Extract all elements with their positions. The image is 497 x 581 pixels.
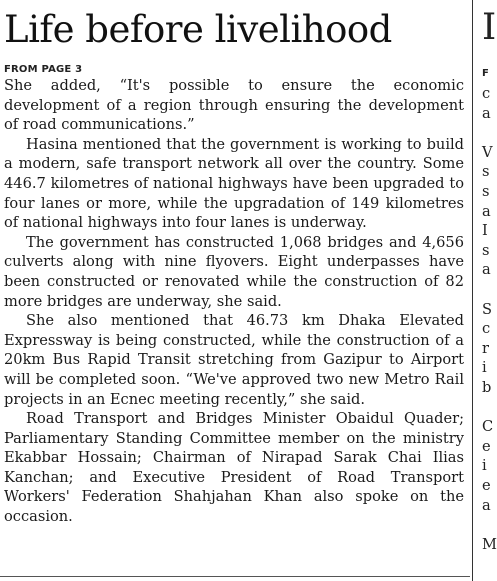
jump-line: FROM PAGE 3 (4, 64, 83, 75)
adjacent-line-fragment: a (482, 261, 491, 279)
adjacent-column-fragment (479, 0, 497, 581)
adjacent-line-fragment: M (482, 535, 497, 553)
paragraph-4: She also mentioned that 46.73 km Dhaka Elevated Expressway is being constructed, while the construction of a 20km Bus Rapid Transit stretching from Gazipur to Airport will be completed soon. “We've approved two new Metro Rail projects in an Ecnec meeting recently,” she said. (4, 312, 464, 408)
adjacent-line-fragment: i (482, 457, 487, 475)
adjacent-jump-fragment: F (482, 68, 489, 79)
adjacent-line-fragment: c (482, 85, 491, 102)
adjacent-line-fragment: a (482, 202, 491, 220)
adjacent-line-fragment: V (482, 143, 493, 161)
adjacent-line-fragment: I (482, 222, 488, 240)
paragraph-1: She added, “It's possible to ensure the economic development of a region through ensuring the development of road communications.” (4, 77, 464, 134)
adjacent-line-fragment: C (482, 418, 494, 436)
adjacent-line-fragment: e (482, 477, 491, 494)
adjacent-line-fragment: r (482, 339, 489, 357)
adjacent-line-fragment: s (482, 241, 490, 259)
adjacent-line-fragment: c (482, 320, 491, 338)
paragraph-2: Hasina mentioned that the government is working to build a modern, safe transport network all over the country. Some 446.7 kilometres of national highways have been upgraded to four lanes or more, while the upgradation of 149 kilometres of national highways into four lanes is underway. (4, 135, 464, 232)
headline: Life before livelihood (4, 8, 392, 51)
adjacent-line-fragment: s (482, 163, 490, 181)
adjacent-line-fragment: b (482, 379, 492, 396)
bottom-rule (0, 576, 470, 577)
adjacent-line-fragment: s (482, 183, 490, 200)
paragraph-5: Road Transport and Bridges Minister Obaidul Quader; Parliamentary Standing Committee member on the ministry Ekabbar Hossain; Chairman of Nirapad Sarak Chai Ilias Kanchan; and Executive President of Road Transport Workers' Federation Shahjahan Khan also spoke on the occasion. (4, 410, 464, 526)
adjacent-line-fragment: S (482, 300, 492, 318)
article (4, 6, 464, 527)
adjacent-line-fragment: e (482, 437, 491, 455)
adjacent-line-fragment: i (482, 359, 487, 377)
column-rule (472, 0, 473, 581)
adjacent-headline-fragment: I (482, 7, 497, 48)
adjacent-line-fragment: a (482, 496, 491, 514)
paragraph-3: The government has constructed 1,068 bridges and 4,656 culverts along with nine flyovers. Eight underpasses have been constructed or renovated while the construction of 82 more bridges are underway, she said. (4, 233, 464, 310)
adjacent-line-fragment: a (482, 104, 491, 122)
